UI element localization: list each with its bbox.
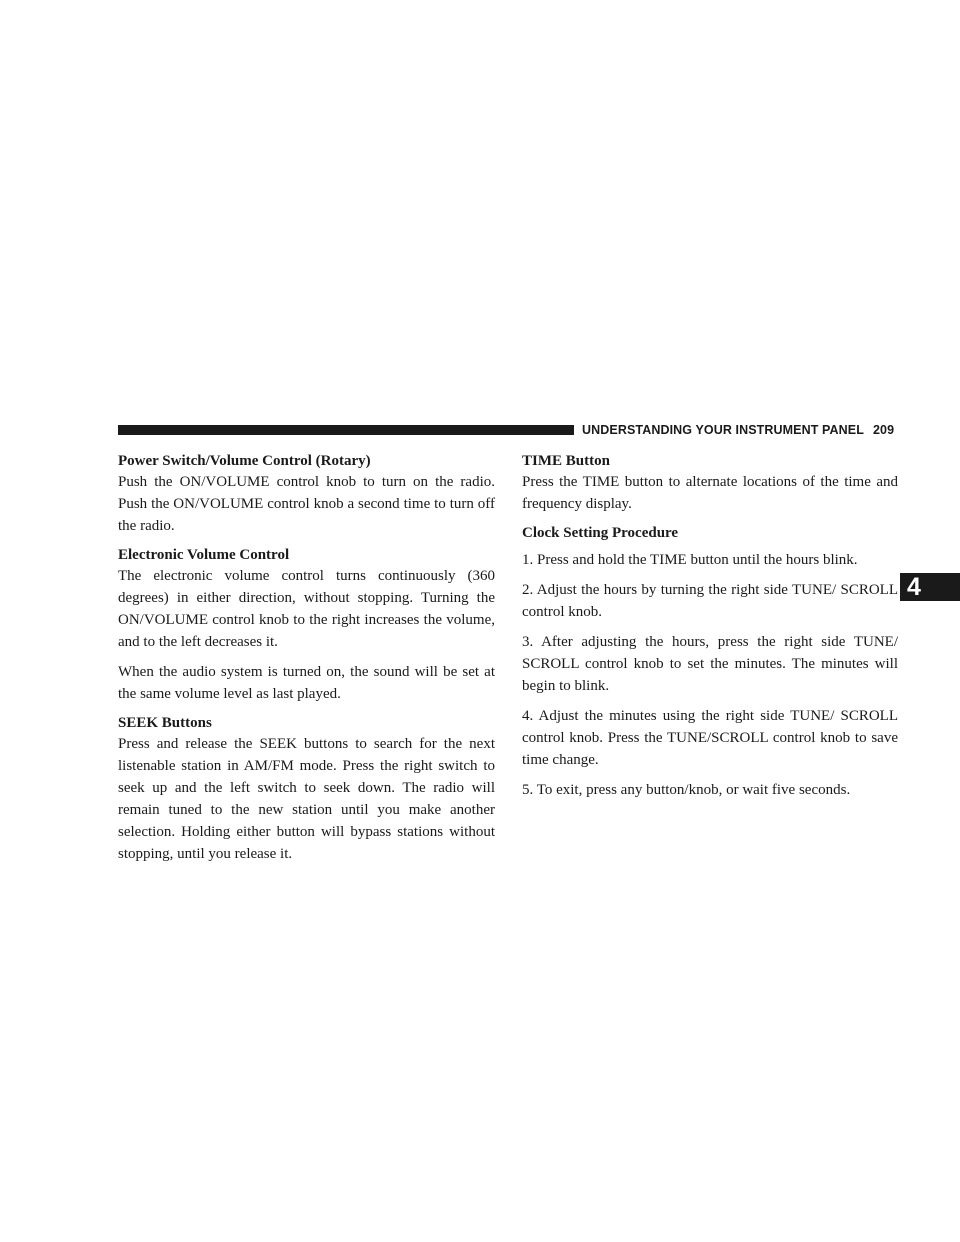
seek-text: Press and release the SEEK buttons to search for the next listenable station in AM/FM mode. Press the right switch to seek up and the left switch to seek down. The radio will remain tuned to the new station until you make another selection. Holding either button will bypass stations without stopping, until you release it. [118,736,495,862]
chapter-tab: 4 [900,573,960,601]
page-number: 209 [872,423,895,437]
time-button-heading: TIME Button [522,453,610,469]
left-column [118,451,495,873]
power-switch-heading: Power Switch/Volume Control (Rotary) [118,453,371,469]
electronic-volume-text-2: When the audio system is turned on, the sound will be set at the same volume level as last played. [118,664,495,702]
clock-setting-heading: Clock Setting Procedure [522,525,679,541]
header-rule [118,425,574,435]
right-column [522,451,898,809]
clock-step: 4. Adjust the minutes using the right side TUNE/ SCROLL control knob. Press the TUNE/SCROLL control knob to save time change. [522,708,898,768]
seek-heading: SEEK Buttons [118,715,212,731]
seek-section [118,713,495,865]
clock-step: 5. To exit, press any button/knob, or wait five seconds. [522,782,851,798]
time-button-text: Press the TIME button to alternate locations of the time and frequency display. [522,474,898,512]
clock-setting-section [522,523,898,801]
electronic-volume-heading: Electronic Volume Control [118,547,290,563]
time-button-section [522,451,898,515]
clock-step: 2. Adjust the hours by turning the right side TUNE/ SCROLL control knob. [522,582,898,620]
clock-step: 3. After adjusting the hours, press the right side TUNE/ SCROLL control knob to set the minutes. The minutes will begin to blink. [522,634,898,694]
electronic-volume-text: The electronic volume control turns continuously (360 degrees) in either direction, without stopping. Turning the ON/VOLUME control knob to the right increases the volume, and to the left decreases it. [118,568,495,650]
power-switch-text: Push the ON/VOLUME control knob to turn on the radio. Push the ON/VOLUME control knob a second time to turn off the radio. [118,474,495,534]
clock-step: 1. Press and hold the TIME button until the hours blink. [522,552,858,568]
electronic-volume-section [118,545,495,705]
header-title: UNDERSTANDING YOUR INSTRUMENT PANEL [582,423,864,437]
power-switch-section [118,451,495,537]
running-header [582,423,894,437]
